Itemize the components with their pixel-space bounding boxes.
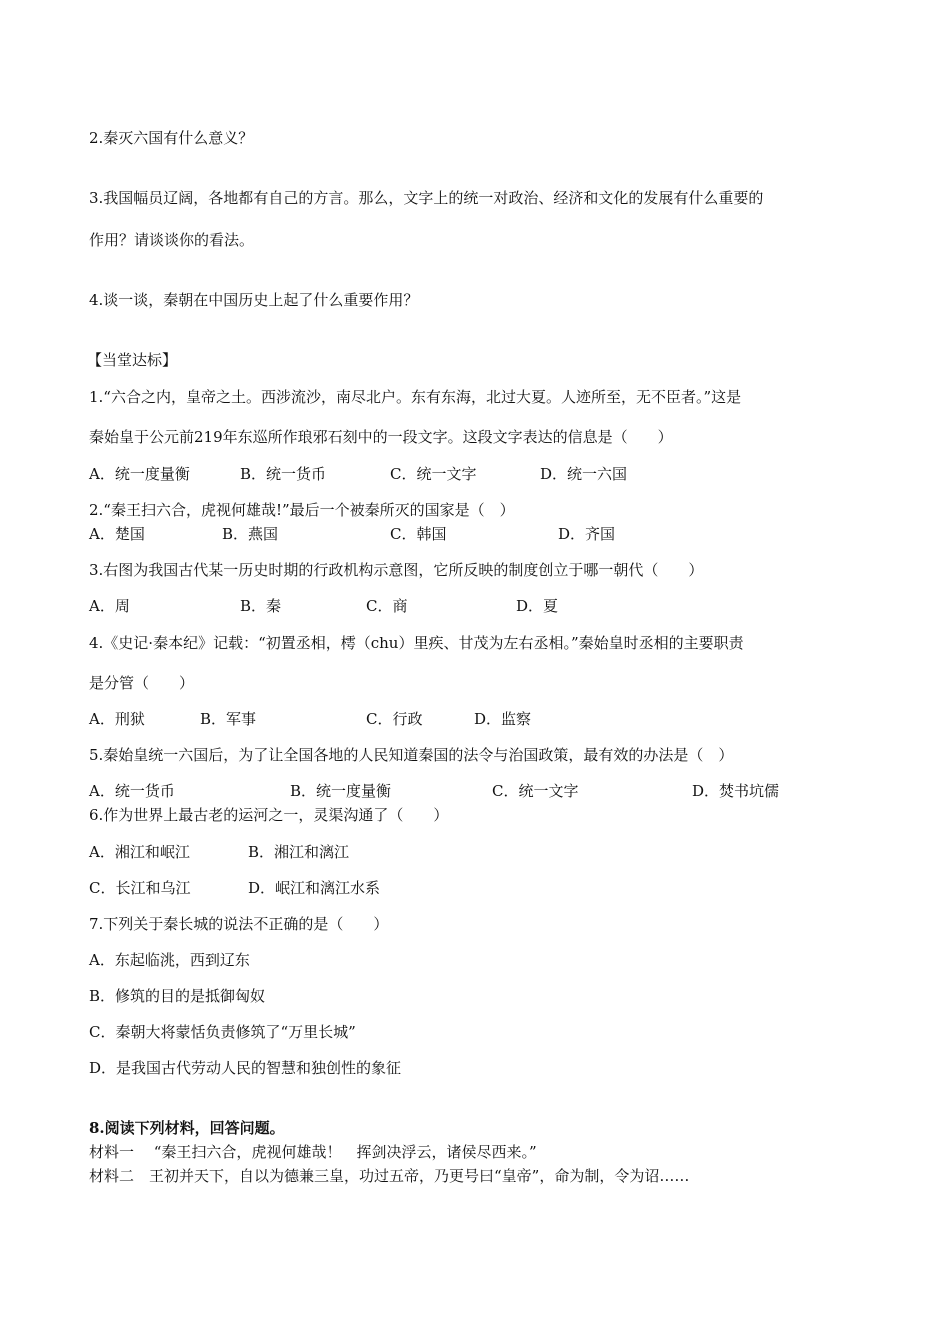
quiz-q2-option-d: D．齐国 [558,525,616,543]
quiz-q6-stem: 6.作为世界上最古老的运河之一，灵渠沟通了（ ） [89,806,449,824]
quiz-q6-option-b: B．湘江和漓江 [248,843,350,861]
quiz-q3-option-c: C．商 [366,597,408,615]
quiz-q1-option-c: C．统一文字 [390,465,477,483]
quiz-q4-line-2: 是分管（ ） [89,674,195,692]
quiz-q2-option-a: A．楚国 [89,525,145,543]
quiz-q7-option-d: D．是我国古代劳动人民的智慧和独创性的象征 [89,1059,402,1077]
quiz-q1-option-d: D．统一六国 [540,465,628,483]
quiz-q8-stem: 8.阅读下列材料，回答问题。 [89,1119,285,1137]
quiz-q8-material-2: 材料二 王初并天下，自以为德兼三皇，功过五帝，乃更号曰“皇帝”，命为制，令为诏…… [89,1167,690,1185]
quiz-q4-option-b: B．军事 [200,710,257,728]
quiz-q2-stem: 2.“秦王扫六合，虎视何雄哉!”最后一个被秦所灭的国家是（ ） [89,501,515,519]
quiz-q4-option-c: C．行政 [366,710,423,728]
quiz-q5-stem: 5.秦始皇统一六国后，为了让全国各地的人民知道秦国的法令与治国政策，最有效的办法是（ ） [89,746,734,764]
quiz-q2-option-b: B．燕国 [222,525,279,543]
question-3-line-2: 作用？请谈谈你的看法。 [89,231,255,249]
question-4: 4.谈一谈，秦朝在中国历史上起了什么重要作用？ [89,291,419,309]
quiz-q5-option-a: A．统一货币 [89,782,175,800]
quiz-q2-option-c: C．韩国 [390,525,447,543]
quiz-q7-stem: 7.下列关于秦长城的说法不正确的是（ ） [89,915,389,933]
quiz-q5-option-b: B．统一度量衡 [290,782,392,800]
quiz-q5-option-d: D．焚书坑儒 [692,782,780,800]
quiz-q3-option-d: D．夏 [516,597,559,615]
quiz-q3-stem: 3.右图为我国古代某一历史时期的行政机构示意图，它所反映的制度创立于哪一朝代（ ） [89,561,704,579]
quiz-q1-line-2: 秦始皇于公元前219年东巡所作琅邪石刻中的一段文字。这段文字表达的信息是（ ） [89,428,673,446]
quiz-q5-option-c: C．统一文字 [492,782,579,800]
quiz-q1-option-b: B．统一货币 [240,465,327,483]
question-3-line-1: 3.我国幅员辽阔，各地都有自己的方言。那么，文字上的统一对政治、经济和文化的发展有什么重要的 [89,189,764,207]
quiz-q3-option-b: B．秦 [240,597,282,615]
quiz-q7-option-b: B．修筑的目的是抵御匈奴 [89,987,266,1005]
section-title: 【当堂达标】 [87,351,178,369]
quiz-q3-option-a: A．周 [89,597,130,615]
quiz-q7-option-c: C．秦朝大将蒙恬负责修筑了“万里长城” [89,1023,356,1041]
quiz-q4-option-d: D．监察 [474,710,532,728]
quiz-q8-material-1: 材料一 “秦王扫六合，虎视何雄哉！ 挥剑决浮云，诸侯尽西来。” [89,1143,537,1161]
quiz-q4-option-a: A．刑狱 [89,710,145,728]
quiz-q7-option-a: A．东起临洮，西到辽东 [89,951,250,969]
quiz-q6-option-d: D．岷江和漓江水系 [248,879,381,897]
quiz-q4-line-1: 4.《史记·秦本纪》记载：“初置丞相，樗（chu）里疾、甘茂为左右丞相。”秦始皇时丞相的主要职责 [89,634,744,652]
question-2: 2.秦灭六国有什么意义？ [89,129,254,147]
quiz-q6-option-c: C．长江和乌江 [89,879,191,897]
quiz-q1-option-a: A．统一度量衡 [89,465,190,483]
quiz-q1-line-1: 1.“六合之内，皇帝之土。西涉流沙，南尽北户。东有东海，北过大夏。人迹所至，无不臣者。”这是 [89,388,742,406]
quiz-q6-option-a: A．湘江和岷江 [89,843,190,861]
